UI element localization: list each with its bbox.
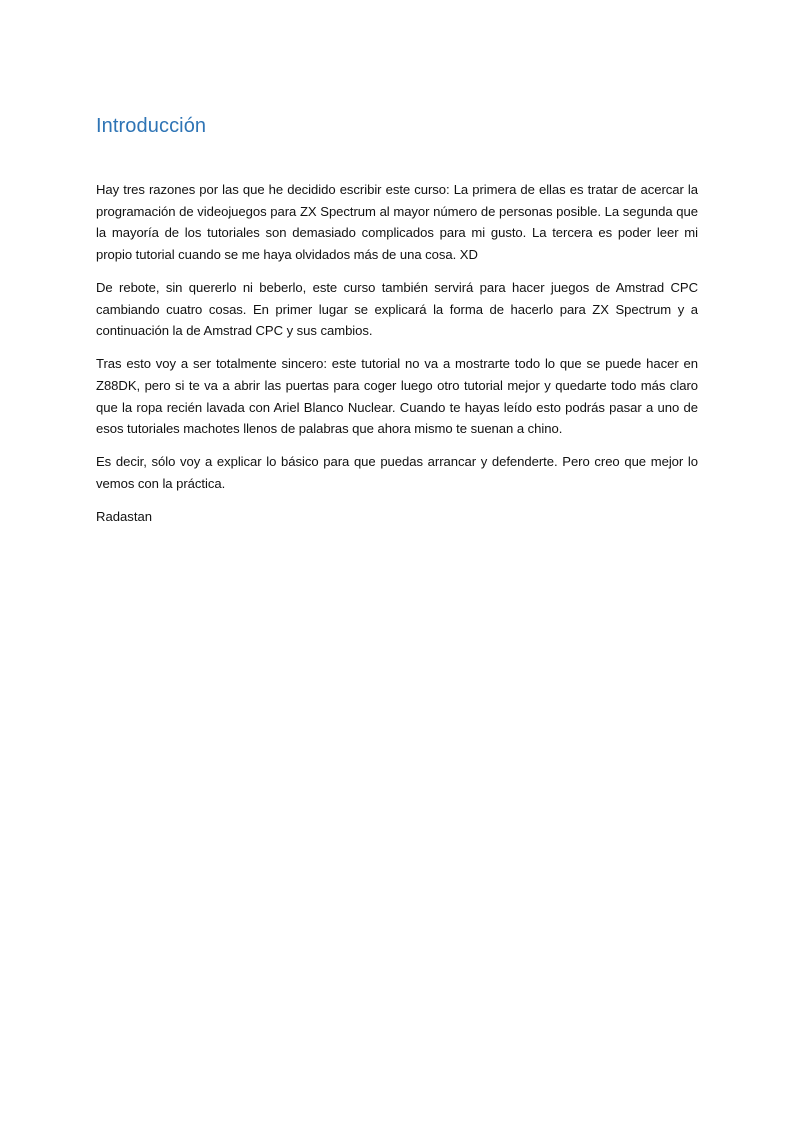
document-body — [96, 179, 698, 528]
paragraph-amstrad: De rebote, sin quererlo ni beberlo, este curso también servirá para hacer juegos de Amstrad CPC cambiando cuatro cosas. En primer lugar se explicará la forma de hacerlo para ZX Spectrum y a continuación la de Amstrad CPC y sus cambios. — [96, 279, 698, 339]
section-heading: Introducción — [96, 115, 207, 137]
paragraph-sincerity: Tras esto voy a ser totalmente sincero: este tutorial no va a mostrarte todo lo que se puede hacer en Z88DK, pero si te va a abrir las puertas para coger luego otro tutorial mejor y quedarte todo más claro que la ropa recién lavada con Ariel Blanco Nuclear. Cuando te hayas leído esto podrás pasar a uno de esos tutoriales machotes llenos de palabras que ahora mismo te suenan a chino. — [96, 356, 698, 437]
author-signature: Radastan — [96, 509, 153, 525]
paragraph-reasons: Hay tres razones por las que he decidido escribir este curso: La primera de ellas es tratar de acercar la programación de videojuegos para ZX Spectrum al mayor número de personas posible. La segunda que la mayoría de los tutoriales son demasiado complicados para mi gusto. La tercera es poder leer mi propio tutorial cuando se me haya olvidados más de una cosa. XD — [96, 182, 698, 262]
paragraph-basics: Es decir, sólo voy a explicar lo básico para que puedas arrancar y defenderte. Pero creo que mejor lo vemos con la práctica. — [96, 454, 698, 491]
document-page — [96, 112, 698, 528]
